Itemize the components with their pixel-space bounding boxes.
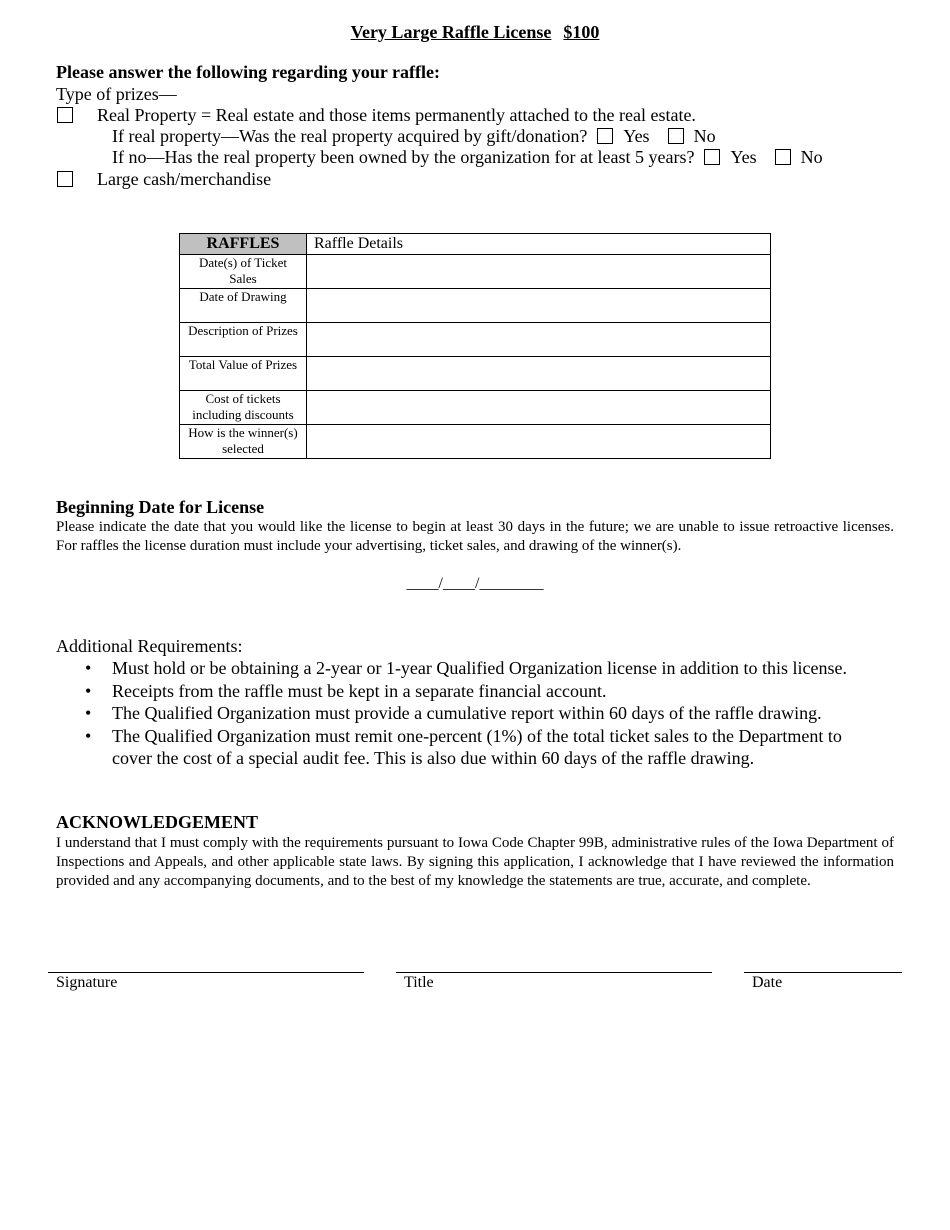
winner-selection-field[interactable] (307, 425, 771, 459)
raffles-table (179, 233, 771, 459)
list-item: • Receipts from the raffle must be kept in a separate financial account. (112, 680, 886, 703)
title-label: Title (404, 974, 434, 991)
additional-requirements-heading: Additional Requirements: (56, 636, 243, 656)
row-label-ticket-cost: Cost of tickets including discounts (180, 391, 307, 425)
table-row (180, 391, 771, 425)
row-label-prize-description: Description of Prizes (180, 323, 307, 357)
table-header-row (180, 234, 771, 255)
acknowledgement-text: I understand that I must comply with the requirements pursuant to Iowa Code Chapter 99B, administrative rules of the Iowa Department of Inspections and Appeals, and other applicable state laws. By signing this application, I acknowledge that I have reviewed the information provided and any accompanying documents, and to the best of my knowledge the statements are true, accurate, and complete. (56, 835, 894, 889)
row-label-drawing-date: Date of Drawing (180, 289, 307, 323)
owned-yes-checkbox[interactable] (704, 149, 720, 165)
prize-description-field[interactable] (307, 323, 771, 357)
real-property-checkbox[interactable] (57, 107, 73, 123)
signature-label: Signature (56, 974, 118, 991)
row-label-winner-selection: How is the winner(s) selected (180, 425, 307, 459)
title-line[interactable] (396, 972, 712, 973)
gift-no-checkbox[interactable] (668, 128, 684, 144)
date-label: Date (752, 974, 783, 991)
ticket-sales-dates-field[interactable] (307, 255, 771, 289)
signature-line[interactable] (48, 972, 364, 973)
list-item: • The Qualified Organization must remit one-percent (1%) of the total ticket sales to the Department to cover the cost of a special audit fee. This is also due within 60 days of the raffle drawing. (112, 725, 886, 770)
owned-question-row (112, 147, 823, 168)
date-line[interactable] (744, 972, 902, 973)
row-label-prize-value: Total Value of Prizes (180, 357, 307, 391)
owned-yes-label: Yes (730, 147, 757, 167)
prize-value-field[interactable] (307, 357, 771, 391)
license-start-date-field[interactable]: ____/____/________ (406, 575, 544, 592)
owned-no-label: No (800, 147, 823, 167)
owned-question-text: If no—Has the real property been owned by the organization for at least 5 years? (112, 147, 695, 167)
gift-yes-checkbox[interactable] (597, 128, 613, 144)
gift-question-row (112, 126, 716, 147)
cash-merchandise-checkbox[interactable] (57, 171, 73, 187)
document-title (0, 22, 950, 43)
type-of-prizes-label: Type of prizes— (56, 84, 177, 104)
gift-no-label: No (693, 126, 716, 146)
list-item: • The Qualified Organization must provide a cumulative report within 60 days of the raffle drawing. (112, 702, 886, 725)
title-text: Very Large Raffle License (350, 22, 552, 42)
table-row (180, 357, 771, 391)
drawing-date-field[interactable] (307, 289, 771, 323)
gift-question-text: If real property—Was the real property acquired by gift/donation? (112, 126, 588, 146)
table-row (180, 323, 771, 357)
ticket-cost-field[interactable] (307, 391, 771, 425)
raffle-details-header: Raffle Details (307, 234, 771, 255)
table-row (180, 425, 771, 459)
cash-row (57, 169, 271, 190)
table-row (180, 289, 771, 323)
table-row (180, 255, 771, 289)
real-property-label: Real Property = Real estate and those items permanently attached to the real estate. (97, 105, 696, 125)
gift-yes-label: Yes (623, 126, 650, 146)
row-label-ticket-sales-dates: Date(s) of Ticket Sales (180, 255, 307, 289)
raffles-header: RAFFLES (180, 234, 307, 255)
prizes-heading: Please answer the following regarding your raffle: (56, 62, 440, 82)
beginning-date-heading: Beginning Date for License (56, 497, 265, 517)
cash-merchandise-label: Large cash/merchandise (97, 169, 272, 189)
list-item: • Must hold or be obtaining a 2-year or 1-year Qualified Organization license in addition to this license. (112, 657, 886, 680)
requirements-list (56, 657, 886, 770)
owned-no-checkbox[interactable] (775, 149, 791, 165)
license-fee: $100 (563, 22, 600, 42)
beginning-date-instructions: Please indicate the date that you would like the license to begin at least 30 days in the future; we are unable to issue retroactive licenses. For raffles the license duration must include your advertising, ticket sales, and drawing of the winner(s). (56, 519, 894, 554)
real-property-row (57, 105, 696, 126)
acknowledgement-heading: ACKNOWLEDGEMENT (56, 812, 259, 832)
